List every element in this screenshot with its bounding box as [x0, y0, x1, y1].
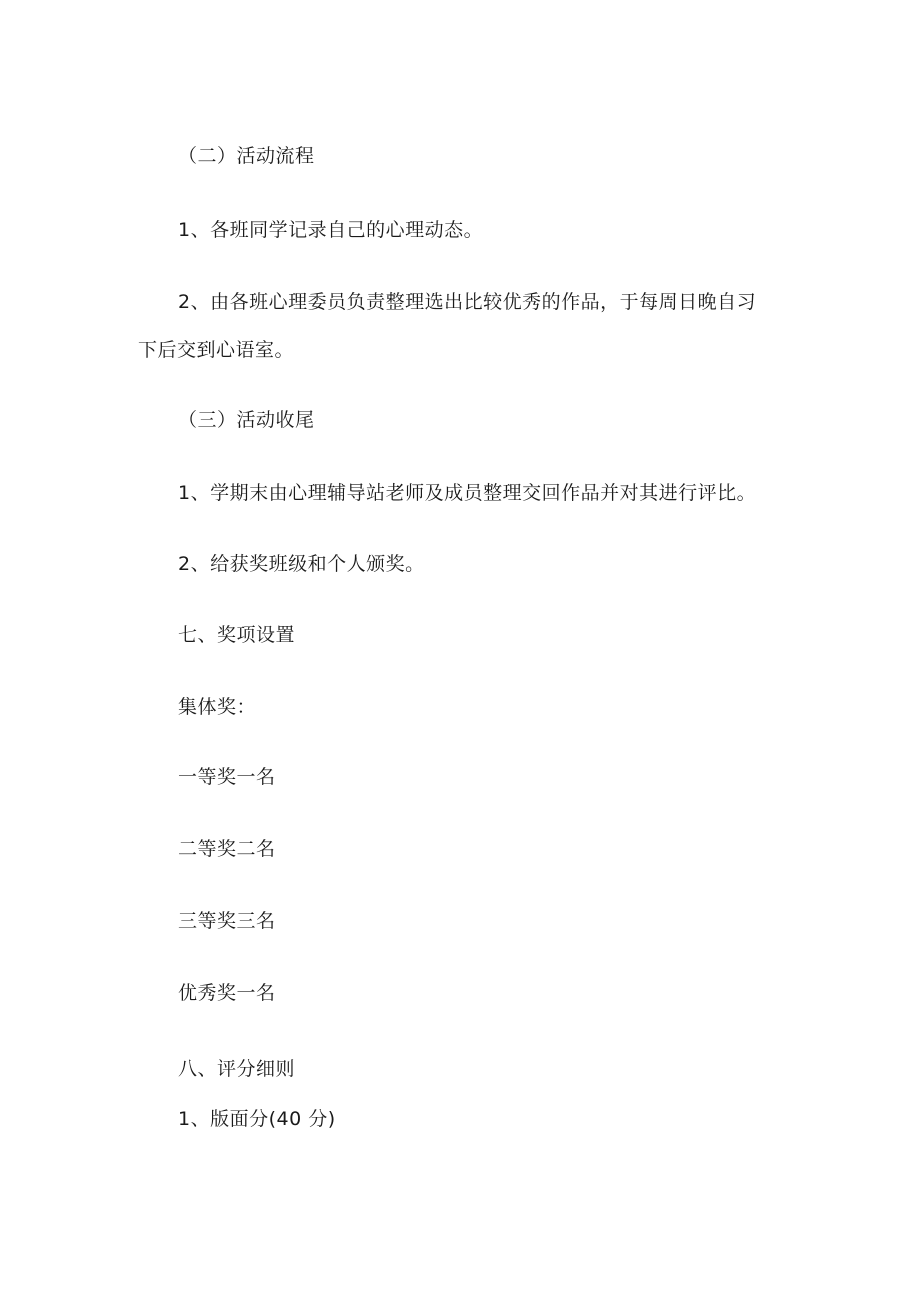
flow-item-1: 1、各班同学记录自己的心理动态。 [178, 219, 484, 241]
awards-heading: 七、奖项设置 [178, 624, 296, 646]
flow-item-2-line-2: 下后交到心语室。 [138, 339, 295, 361]
section-flow-heading: （二）活动流程 [178, 145, 315, 167]
flow-item-2-line-1: 2、由各班心理委员负责整理选出比较优秀的作品，于每周日晚自习 [178, 291, 757, 313]
award-third: 三等奖三名 [178, 910, 276, 932]
award-excellence: 优秀奖一名 [178, 982, 276, 1004]
scoring-item-1: 1、版面分(40 分) [178, 1108, 336, 1130]
award-second: 二等奖二名 [178, 838, 276, 860]
collective-award-label: 集体奖： [178, 696, 257, 718]
section-end-heading: （三）活动收尾 [178, 409, 315, 431]
scoring-heading: 八、评分细则 [178, 1058, 296, 1080]
award-first: 一等奖一名 [178, 766, 276, 788]
end-item-1: 1、学期末由心理辅导站老师及成员整理交回作品并对其进行评比。 [178, 482, 757, 504]
end-item-2: 2、给获奖班级和个人颁奖。 [178, 553, 425, 575]
